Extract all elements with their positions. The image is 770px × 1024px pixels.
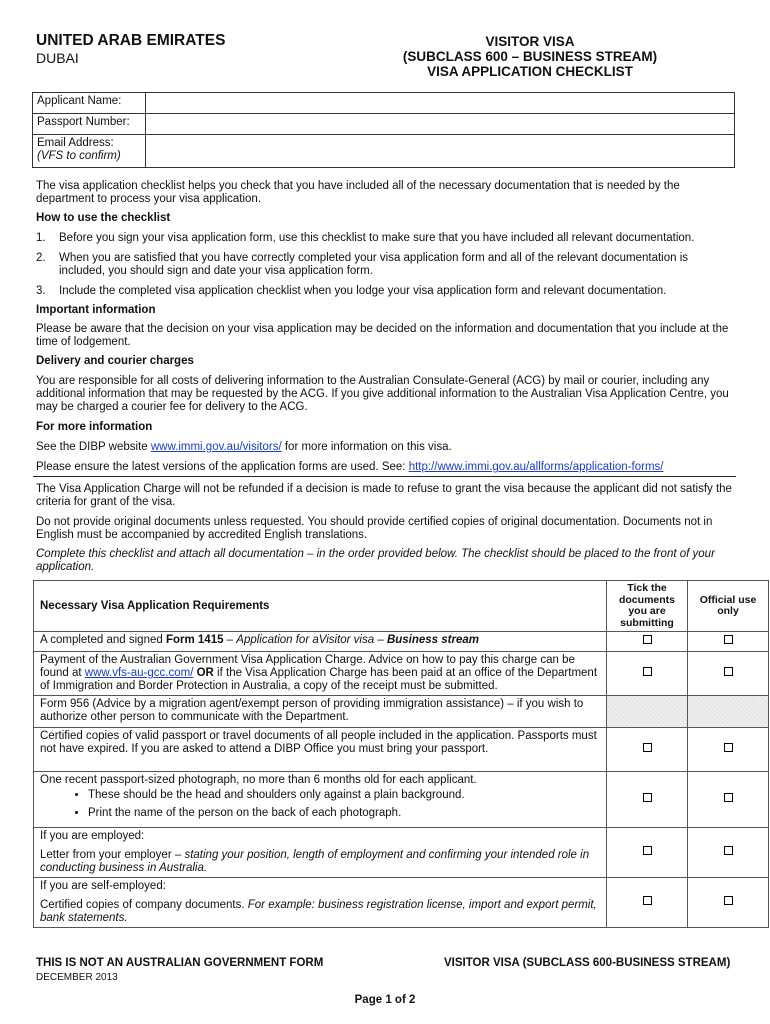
row1-pre: A completed and signed — [40, 634, 166, 646]
how-to-heading: How to use the checklist — [36, 212, 171, 224]
step-2-number: 2. — [36, 252, 46, 264]
application-forms-link[interactable]: http://www.immi.gov.au/allforms/application-forms/ — [408, 461, 664, 473]
photo-bullets — [40, 789, 600, 820]
official-checkbox[interactable] — [724, 667, 733, 676]
title-line-3: VISA APPLICATION CHECKLIST — [427, 64, 633, 79]
tick-checkbox[interactable] — [643, 635, 652, 644]
requirement-form-1415 — [34, 632, 607, 652]
title-line-1: VISITOR VISA — [485, 34, 575, 49]
row1-app: Application for aVisitor visa — [236, 634, 375, 646]
table-row — [34, 696, 769, 728]
more-info-line-1-pre: See the DIBP website — [36, 441, 151, 453]
step-3-number: 3. — [36, 285, 46, 297]
row7-pre: Certified copies of company documents. — [40, 899, 248, 911]
applicant-details-table — [32, 92, 735, 168]
email-label-text: Email Address: — [37, 137, 114, 149]
row7-ital: For example: business registration license, import and export permit, bank statements. — [40, 899, 597, 924]
official-checkbox[interactable] — [724, 846, 733, 855]
tick-column-header: Tick the documents you are submitting — [607, 581, 688, 632]
important-text: Please be aware that the decision on your visa application may be decided on the information and documentation that you include at the time of lodgement. — [36, 323, 729, 348]
passport-number-field[interactable] — [146, 114, 735, 135]
tick-cell — [607, 632, 688, 652]
tick-cell — [607, 728, 688, 772]
list-item: • Print the name of the person on the back of each photograph. — [88, 807, 600, 820]
row6-ital: stating your position, length of employment and confirming your intended role in conducting business in Australia. — [40, 849, 590, 874]
official-cell — [688, 878, 769, 928]
requirement-photograph — [34, 772, 607, 828]
passport-number-label: Passport Number: — [33, 114, 146, 135]
official-checkbox[interactable] — [724, 743, 733, 752]
row1-stream: Business stream — [386, 634, 479, 646]
table-row — [34, 652, 769, 696]
delivery-heading: Delivery and courier charges — [36, 355, 194, 367]
table-row — [34, 728, 769, 772]
title-line-2: (SUBCLASS 600 – BUSINESS STREAM) — [402, 49, 658, 64]
complete-instructions: Complete this checklist and attach all documentation – in the order provided below. The checklist should be placed to the front of your application. — [36, 548, 715, 573]
tick-checkbox[interactable] — [643, 667, 652, 676]
requirements-table — [33, 580, 769, 928]
applicant-name-label: Applicant Name: — [33, 93, 146, 114]
delivery-text: You are responsible for all costs of delivering information to the Australian Consulate-General (ACG) by mail or courier, including any additional information that may be requested by the ACG. If you give additional information to the Australian Visa Application Centre, you may be charged a courier fee for delivery to the ACG. — [36, 375, 729, 413]
row2-pre: Payment of the Australian Government Visa Application Charge. Advice on how to pay this charge can be found at — [40, 654, 575, 679]
table-row — [34, 632, 769, 652]
more-info-line-1-post: for more information on this visa. — [281, 441, 452, 453]
section-divider — [33, 476, 736, 477]
row1-dash: – — [223, 634, 237, 646]
important-heading: Important information — [36, 304, 156, 316]
step-3-text: Include the completed visa application checklist when you lodge your visa application form and relevant documentation. — [59, 285, 667, 297]
footer-date: DECEMBER 2013 — [36, 972, 118, 983]
requirement-self-employed — [34, 878, 607, 928]
official-checkbox[interactable] — [724, 793, 733, 802]
tick-cell — [607, 772, 688, 828]
step-2-text: When you are satisfied that you have correctly completed your visa application form and all of the relevant documentation is included, you should sign and date your visa application form. — [59, 252, 689, 277]
table-row — [34, 772, 769, 828]
row6-pre: Letter from your employer – — [40, 849, 185, 861]
document-title — [380, 34, 680, 79]
row7-line1: If you are self-employed: — [40, 880, 166, 892]
email-note: (VFS to confirm) — [37, 150, 121, 162]
intro-paragraph: The visa application checklist helps you check that you have included all of the necessary documentation that is needed by the department to process your visa application. — [36, 180, 680, 205]
list-item: • These should be the head and shoulders only against a plain background. — [88, 789, 600, 802]
official-cell-shaded — [688, 696, 769, 728]
email-address-field[interactable] — [146, 135, 735, 168]
row5-text: One recent passport-sized photograph, no more than 6 months old for each applicant. — [40, 774, 477, 786]
step-1-number: 1. — [36, 232, 46, 244]
visitors-link[interactable]: www.immi.gov.au/visitors/ — [150, 441, 282, 453]
table-row — [34, 828, 769, 878]
tick-checkbox[interactable] — [643, 793, 652, 802]
originals-text: Do not provide original documents unless requested. You should provide certified copies of original documentation. Documents not in English must be accompanied by accredited English translations. — [36, 516, 713, 541]
refund-text: The Visa Application Charge will not be refunded if a decision is made to refuse to grant the visa because the applicant did not satisfy the criteria for grant of the visa. — [36, 483, 732, 508]
official-cell — [688, 728, 769, 772]
official-cell — [688, 828, 769, 878]
official-checkbox[interactable] — [724, 635, 733, 644]
requirement-form-956: Form 956 (Advice by a migration agent/exempt person of providing immigration assistance) – if you wish to authorize other person to communicate with the Department. — [34, 696, 607, 728]
step-1-text: Before you sign your visa application form, use this checklist to make sure that you have included all relevant documentation. — [59, 232, 695, 244]
requirement-employed — [34, 828, 607, 878]
applicant-name-field[interactable] — [146, 93, 735, 114]
tick-cell — [607, 652, 688, 696]
requirement-passport: Certified copies of valid passport or travel documents of all people included in the application. Passports must not have expired. If you are asked to attend a DIBP Office you must bring your passport. — [34, 728, 607, 772]
tick-checkbox[interactable] — [643, 743, 652, 752]
city-heading: DUBAI — [36, 50, 79, 66]
official-use-column-header: Official use only — [688, 581, 769, 632]
official-checkbox[interactable] — [724, 896, 733, 905]
official-cell — [688, 632, 769, 652]
row2-or: OR — [193, 667, 214, 679]
footer-disclaimer: THIS IS NOT AN AUSTRALIAN GOVERNMENT FORM — [36, 957, 324, 969]
row1-dash2: – — [374, 634, 387, 646]
footer-visa-name: VISITOR VISA (SUBCLASS 600-BUSINESS STREAM) — [444, 957, 731, 969]
more-info-line-1 — [36, 441, 736, 454]
requirements-column-header: Necessary Visa Application Requirements — [34, 581, 607, 632]
table-row — [34, 878, 769, 928]
requirement-payment — [34, 652, 607, 696]
page-number: Page 1 of 2 — [354, 994, 416, 1006]
more-info-line-2-pre: Please ensure the latest versions of the application forms are used. See: — [36, 461, 409, 473]
official-cell — [688, 772, 769, 828]
row6-line1: If you are employed: — [40, 830, 145, 842]
tick-cell — [607, 828, 688, 878]
vfs-link[interactable]: www.vfs-au-gcc.com/ — [84, 667, 194, 679]
row1-form: Form 1415 — [165, 634, 224, 646]
email-address-label — [33, 135, 146, 168]
row2-post: if the Visa Application Charge has been paid at an office of the Department of Immigration and Border Protection in Australia, a copy of the receipt must be submitted. — [40, 667, 598, 692]
more-info-heading: For more information — [36, 421, 153, 433]
country-heading: UNITED ARAB EMIRATES — [36, 32, 226, 49]
tick-cell — [607, 878, 688, 928]
tick-checkbox[interactable] — [643, 846, 652, 855]
more-info-line-2 — [36, 461, 736, 474]
tick-checkbox[interactable] — [643, 896, 652, 905]
tick-cell-shaded — [607, 696, 688, 728]
official-cell — [688, 652, 769, 696]
